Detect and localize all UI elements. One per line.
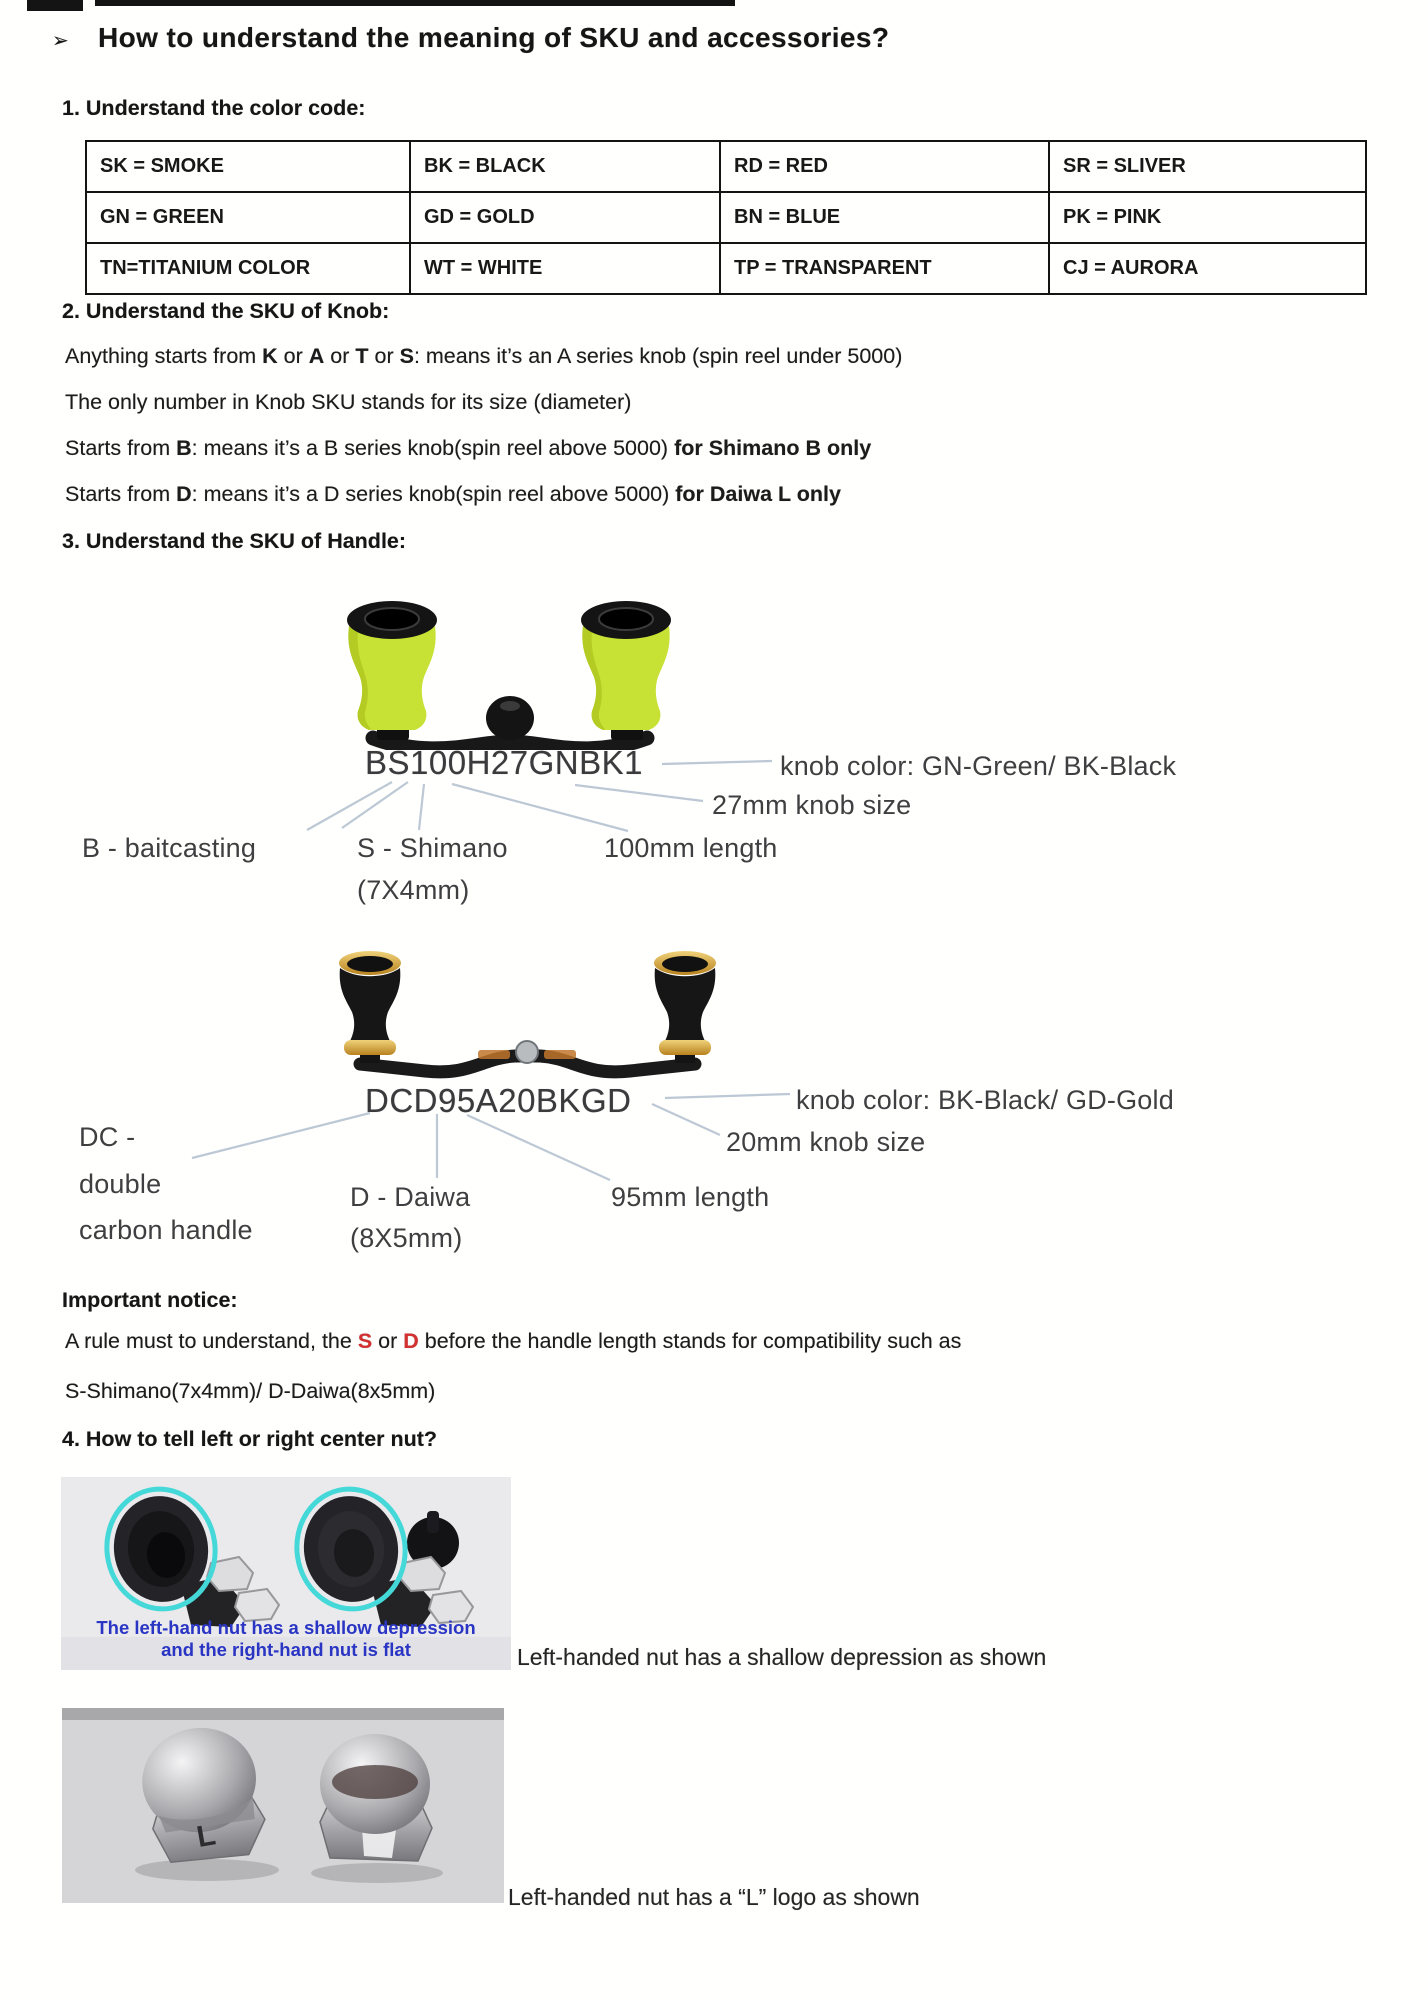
notice-line: S-Shimano(7x4mm)/ D-Daiwa(8x5mm) [65,1379,436,1403]
notice-heading: Important notice: [62,1288,238,1312]
knob-rule-line: The only number in Knob SKU stands for its size (diameter) [65,390,632,414]
table-cell: TP = TRANSPARENT [720,243,1049,294]
right-cap-nut [320,1734,432,1861]
knob-rule-line: Starts from D: means it’s a D series knob(spin reel above 5000) for Daiwa L only [65,482,841,506]
figure2-type-label-1: DC - [79,1122,136,1152]
handle-center-screw [516,1041,538,1063]
knob-rule-line: Anything starts from K or A or T or S: means it’s an A series knob (spin reel under 5000) [65,344,903,368]
table-cell: TN=TITANIUM COLOR [86,243,410,294]
table-cell: GD = GOLD [410,192,720,243]
figure2-knob-color-label: knob color: BK-Black/ GD-Gold [796,1085,1174,1115]
table-row [86,141,1366,192]
table-row [86,243,1366,294]
figure2-length-label: 95mm length [611,1182,770,1212]
scan-artifact-bar [27,0,83,11]
section-1-heading: 1. Understand the color code: [62,96,366,120]
figure1-compat-label: S - Shimano [357,833,508,863]
nut-engraved-letter: L [194,1818,219,1855]
handle-knob-left [347,601,437,740]
notice-line: A rule must to understand, the S or D before the handle length stands for compatibility such as [65,1329,962,1353]
photo2-caption: Left-handed nut has a “L” logo as shown [508,1884,920,1910]
handle-knob-right [581,601,671,740]
figure2-type-label-3: carbon handle [79,1215,253,1245]
handle-knob-left [339,951,401,1063]
table-cell: BK = BLACK [410,141,720,192]
table-row [86,192,1366,243]
section-3-heading: 3. Understand the SKU of Handle: [62,529,407,553]
figure2-compat-label: D - Daiwa [350,1182,471,1212]
table-cell: PK = PINK [1049,192,1366,243]
photo-overlay-caption-line1: The left-hand nut has a shallow depression [96,1617,476,1638]
handle-image-black-gold [330,948,725,1080]
table-cell: CJ = AURORA [1049,243,1366,294]
photo-overlay-caption-line2: and the right-hand nut is flat [161,1639,411,1660]
figure1-type-label: B - baitcasting [82,833,257,863]
photo1-caption: Left-handed nut has a shallow depression as shown [517,1644,1047,1670]
figure1-sku: BS100H27GNBK1 [365,744,643,781]
section-4-heading: 4. How to tell left or right center nut? [62,1427,438,1451]
table-cell: WT = WHITE [410,243,720,294]
table-cell: SR = SLIVER [1049,141,1366,192]
table-cell: RD = RED [720,141,1049,192]
title-arrow-icon: ➢ [52,30,69,52]
figure1-knob-size-label: 27mm knob size [712,790,912,820]
table-cell: BN = BLUE [720,192,1049,243]
section-2-heading: 2. Understand the SKU of Knob: [62,299,390,323]
figure2-compat-sub-label: (8X5mm) [350,1223,463,1253]
figure2-knob-size-label: 20mm knob size [726,1127,926,1157]
photo-nut-l-logo-image [62,1708,504,1903]
figure2-sku: DCD95A20BKGD [365,1082,632,1119]
handle-knob-right [654,951,716,1063]
photo-nut-l-logo [62,1708,504,1903]
page-title: How to understand the meaning of SKU and accessories? [98,22,890,53]
photo-nut-depression [61,1477,511,1670]
table-cell: SK = SMOKE [86,141,410,192]
scan-artifact-bar [95,0,735,6]
figure1-compat-sub-label: (7X4mm) [357,875,470,905]
color-code-table [85,140,1367,295]
table-cell: GN = GREEN [86,192,410,243]
handle-image-green-black [335,600,685,750]
handle-bar [360,1041,695,1072]
knob-rule-line: Starts from B: means it’s a B series knob(spin reel above 5000) for Shimano B only [65,436,872,460]
figure1-knob-color-label: knob color: GN-Green/ BK-Black [780,751,1177,781]
figure1-length-label: 100mm length [604,833,778,863]
figure2-type-label-2: double [79,1169,162,1199]
